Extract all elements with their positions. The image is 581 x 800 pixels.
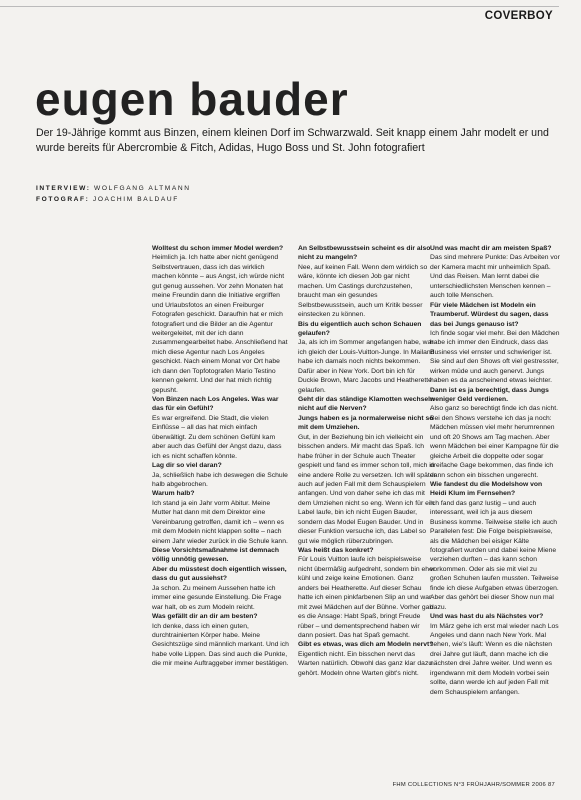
photographer-label: FOTOGRAF: — [36, 196, 90, 204]
interview-question: An Selbstbewusstsein scheint es dir also nicht zu mangeln? — [298, 245, 431, 262]
photographer-name: JOACHIM BALDAUF — [92, 196, 179, 204]
interview-answer: Im März gehe ich erst mal wieder nach Los Angeles und dann nach New York. Mal sehen, wie's läuft: Wenn es die nächsten drei Jahre gut läuft, dann mache ich die nächsten drei Jahre weiter. Und wenn es irgendwann mit dem Modeln vorbei sein sollte, dann werde ich auf jeden Fall mit dem Schauspielern anfangen. — [430, 622, 559, 696]
interview-answer: Ich fand das ganz lustig – und auch interessant, weil ich ja aus diesem Business komme. Teilweise stelle ich auch Parallelen fest: Die Folge beispielsweise, als die Mädchen bei eisiger Kälte fotografiert wurden und dabei keine Miene verziehen durften – das kann schon vorkommen. Oder als sie mit viel zu großen Schuhen laufen mussten. Teilweise finde ich diese Aufgaben etwas überzogen. Aber das gehört bei dieser Show nun mal dazu. — [430, 499, 559, 611]
text-column-2 — [298, 244, 436, 678]
interview-question: Lag dir so viel daran? — [152, 462, 222, 470]
page-footer: FHM COLLECTIONS N°3 FRÜHJAHR/SOMMER 2006 87 — [392, 782, 555, 788]
interview-answer: Ja schon. Zu meinem Aussehen hatte ich immer eine gesunde Einstellung. Die Frage war halt, ob es zum Modeln reicht. — [152, 584, 282, 611]
interview-question: Was gefällt dir an dir am besten? — [152, 613, 258, 621]
interview-question: Gibt es etwas, was dich am Modeln nervt? — [298, 641, 434, 649]
interview-answer: Ja, als ich im Sommer angefangen habe, war ich gleich der Louis-Vuitton-Junge. In Mailand habe ich damals noch nichts bekommen. Dafür aber in New York. Dort bin ich für Duckie Brown, Marc Jacobs und Heatherette gelaufen. — [298, 339, 435, 394]
interview-answer: Ja, schließlich habe ich deswegen die Schule halb abgebrochen. — [152, 471, 288, 488]
interview-answer: Ich denke, dass ich einen guten, durchtrainierten Körper habe. Meine Gesichtszüge sind männlich markant. Und ich habe volle Lippen. Das sind auch die Punkte, die mir meine Auftraggeber immer bestätigen. — [152, 622, 289, 668]
interview-question: Für viele Mädchen ist Modeln ein Traumberuf. Würdest du sagen, dass das bei Jungs genauso ist? — [430, 301, 549, 328]
text-column-1 — [152, 244, 290, 669]
interview-question: Wolltest du schon immer Model werden? — [152, 245, 284, 252]
interview-question: Bis du eigentlich auch schon Schauen gelaufen? — [298, 320, 422, 337]
interview-answer: Nee, auf keinen Fall. Wenn dem wirklich so wäre, könnte ich diesen Job gar nicht machen. Um Castings durchzustehen, braucht man ein gesundes Selbstbewusstsein, auch um Kritik besser einstecken zu können. — [298, 263, 428, 319]
interview-question: Aber du müsstest doch eigentlich wissen, dass du gut aussiehst? — [152, 565, 287, 583]
interview-answer: Heimlich ja. Ich hatte aber nicht genügend Selbstvertrauen, dass ich das wirklich machen könnte – aus Angst, ich würde nicht gut genug aussehen. Vor zehn Monaten hat meine Freundin dann die Initiative ergriffen und Urlaubsfotos an einen Freiburger Fotografen geschickt. Daraufhin hat er mich fotografiert und die Bilder an die Agentur weitergeleitet, mit der ich dann zusammengearbeitet habe. Anschließend hat mich diese Agentur nach Los Angeles geschickt. Nach einem Monat vor Ort habe ich dann den Topfotografen Mario Testino kennen gelernt. Und der hat mich richtig gepusht. — [152, 254, 288, 394]
interview-question: Von Binzen nach Los Angeles. Was war das für ein Gefühl? — [152, 396, 279, 413]
section-tag: COVERBOY — [484, 10, 553, 22]
interview-answer: Das sind mehrere Punkte: Das Arbeiten vor der Kamera macht mir unheimlich Spaß. Und das Reisen. Man lernt dabei die unterschiedlichsten Menschen kennen – auch tolle Menschen. — [430, 254, 560, 300]
interview-question: Und was hast du als Nächstes vor? — [430, 613, 544, 621]
text-column-3 — [430, 244, 560, 697]
interview-question: Wie fandest du die Modelshow von Heidi Klum im Fernsehen? — [430, 480, 543, 498]
interview-question: Warum halb? — [152, 490, 195, 498]
interview-label: INTERVIEW: — [36, 185, 91, 192]
top-rule — [0, 6, 559, 7]
interview-answer: Ich stand ja ein Jahr vorm Abitur. Meine Mutter hat dann mit dem Direktor eine Vereinbarung getroffen, damit ich – wenn es mit dem Modeln nicht klappen sollte – nach einem Jahr wieder zurück in die Schule kann. — [152, 499, 288, 545]
interview-answer: Eigentlich nicht. Ein bisschen nervt das Warten natürlich. Obwohl das ganz klar dazu gehört. Modeln ohne Warten gibt's nicht. — [298, 650, 433, 677]
interview-answer: Ich finde sogar viel mehr. Bei den Mädchen habe ich immer den Eindruck, dass das Business viel ernster und schwieriger ist. Sie sind auf den Shows oft viel gestresster, wirken müde und auch genervt. Jungs haben es da anscheinend etwas leichter. — [430, 329, 560, 385]
interview-question: Was heißt das konkret? — [298, 547, 374, 554]
interview-answer: Gut, in der Beziehung bin ich vielleicht ein bisschen anders. Mir macht das Spaß. Ich habe früher in der Schule auch Theater gespielt und fand es immer schon toll, mich in eine andere Rolle zu versetzen. Ich will später auch auf jeden Fall mit dem Schauspielern anfangen. Und von daher sehe ich das mit dem Umziehen nicht so eng. Wenn ich für ein Label laufe, bin ich nicht Eugen Bauder, sondern das Model Eugen Bauder. Und in dieser Funktion versuche ich, das Label so gut wie möglich rüberzubringen. — [298, 433, 436, 545]
credits — [36, 183, 191, 205]
interview-question: Geht dir das ständige Klamotten wechseln nicht auf die Nerven? — [298, 396, 435, 413]
lead-paragraph: Der 19-Jährige kommt aus Binzen, einem kleinen Dorf im Schwarzwald. Seit knapp einem Jahr modelt er und wurde bereits für Abercrombie & Fitch, Adidas, Hugo Boss und St. John fotografiert — [36, 127, 549, 155]
interview-question: Und was macht dir am meisten Spaß? — [430, 245, 552, 252]
photographer-credit — [36, 194, 191, 205]
interview-credit — [36, 183, 191, 194]
interview-question: Dann ist es ja berechtigt, dass Jungs weniger Geld verdienen. — [430, 386, 549, 403]
interview-question: Jungs haben es ja normalerweise nicht so mit dem Umziehen. — [298, 414, 434, 432]
interview-name: WOLFGANG ALTMANN — [94, 185, 191, 192]
interview-answer: Für Louis Vuitton laufe ich beispielsweise nicht übermäßig aufgedreht, sondern bin eher kühl und zeige keine Emotionen. Ganz anders bei Heatherette. Auf dieser Schau hatte ich einen pinkfarbenen Slip an und war mit zwei Mädchen auf der Bühne. Vorher gab es die Ansage: Habt Spaß, bringt Freude rüber – und dementsprechend haben wir dann posiert. Das hat Spaß gemacht. — [298, 556, 435, 639]
article-title: eugen bauder — [35, 73, 349, 125]
interview-answer: Also ganz so berechtigt finde ich das nicht. Bei den Shows verstehe ich das ja noch: Mädchen müssen viel mehr herumrennen und oft 20 Shows am Tag machen. Aber wenn Mädchen bei einer Kampagne für die gleiche Arbeit die doppelte oder sogar dreifache Gage bekommen, das finde ich dann schon ein bisschen ungerecht. — [430, 405, 559, 479]
interview-answer: Es war ergreifend. Die Stadt, die vielen Einflüsse – all das hat mich einfach überwältigt. Zu dem schönen Gefühl kam aber auch das Gefühl der Angst dazu, dass ich es nicht schaffen könnte. — [152, 414, 282, 460]
interview-question: Diese Vorsichtsmaßnahme ist demnach völlig unnötig gewesen. — [152, 547, 280, 564]
